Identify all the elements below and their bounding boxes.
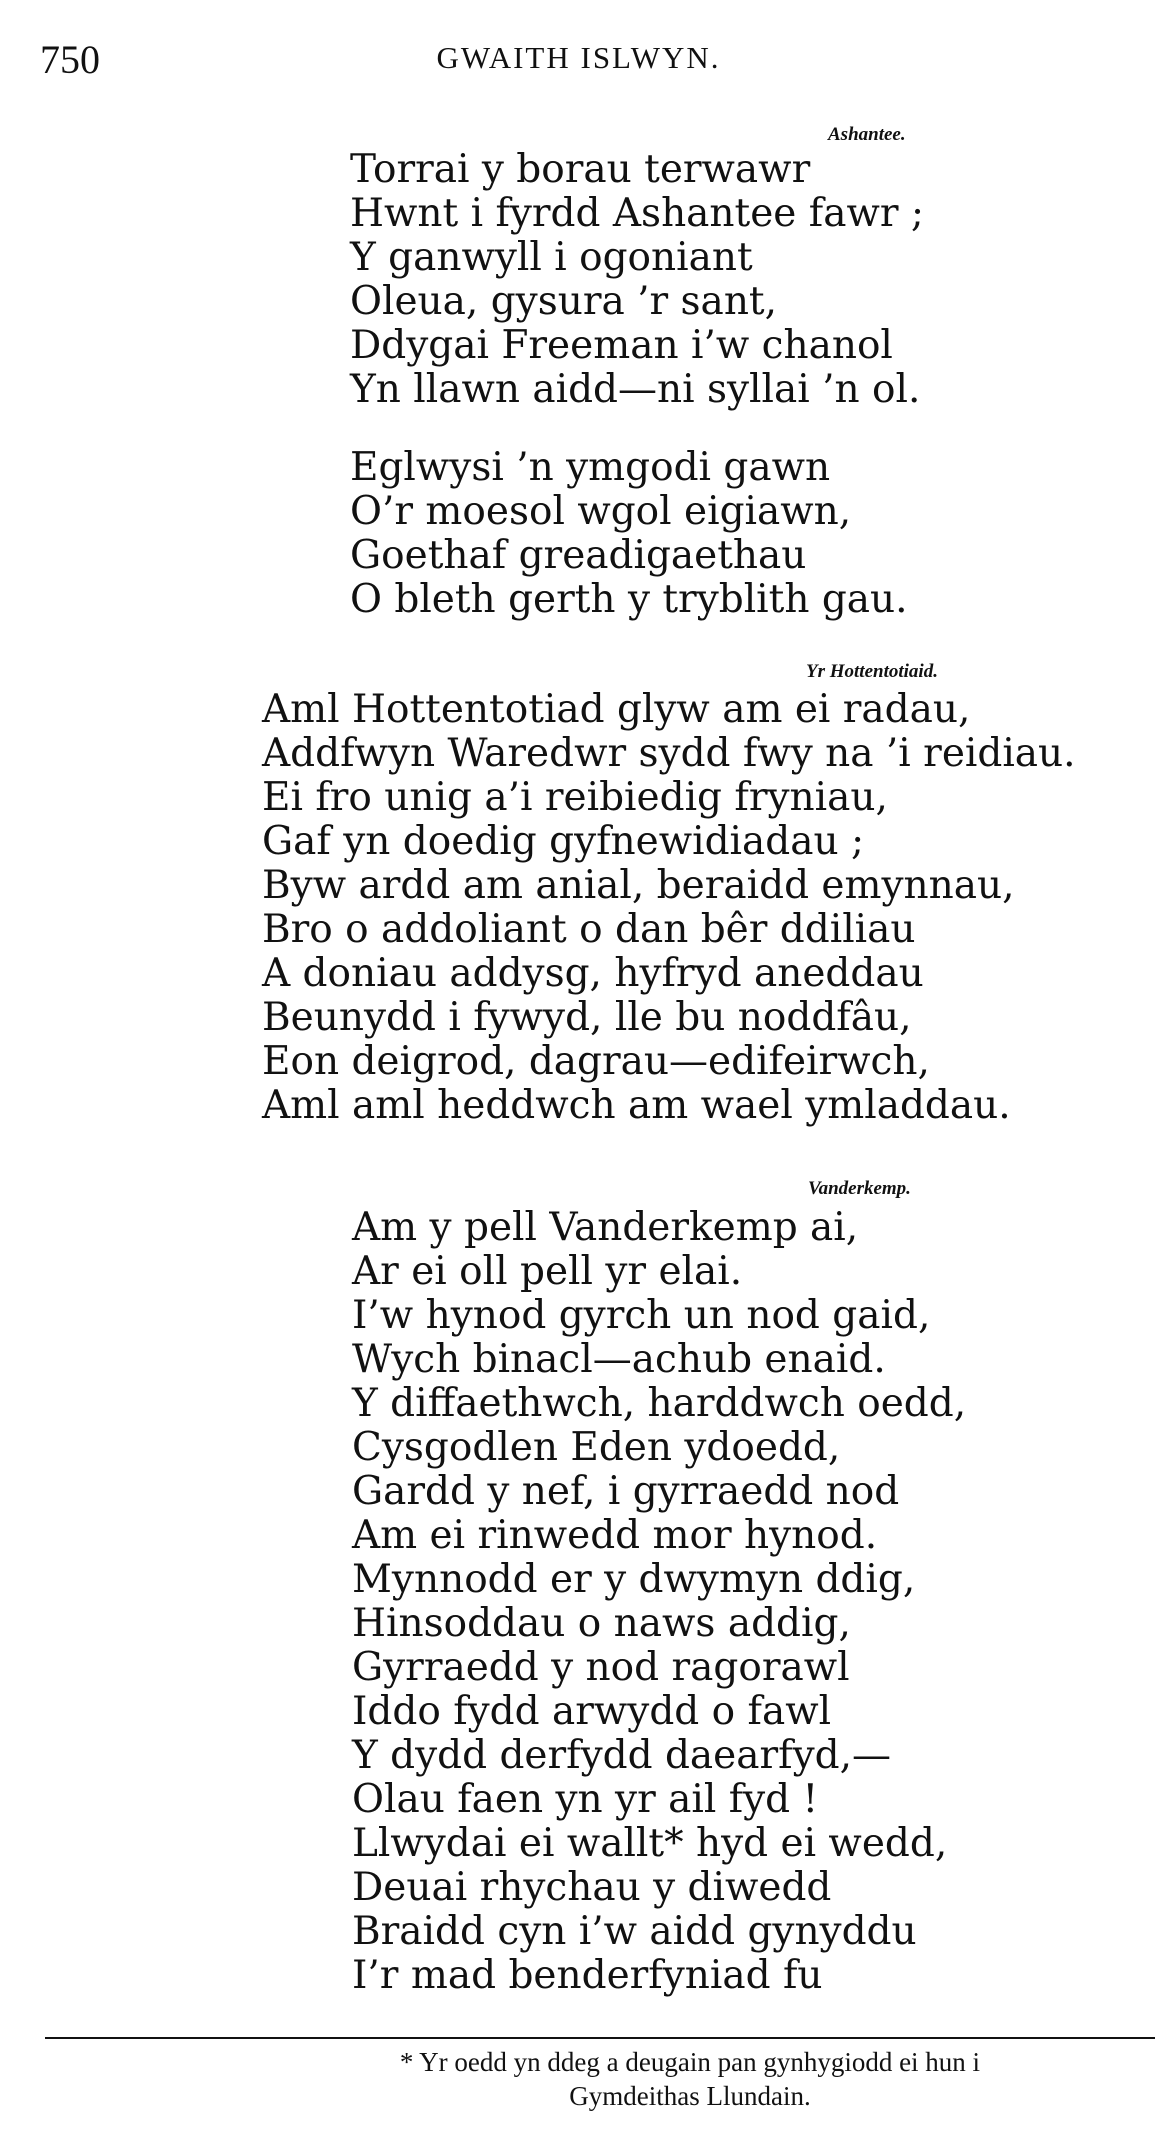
running-head: GWAITH ISLWYN. [436,40,721,75]
poem-line: Olau faen yn yr ail fyd ! [352,1777,819,1822]
poem-line: I’r mad benderfyniad fu [352,1953,823,1998]
poem-line: Y diffaethwch, harddwch oedd, [352,1381,967,1426]
poem-line: Llwydai ei wallt* hyd ei wedd, [352,1821,948,1866]
poem-line: Cysgodlen Eden ydoedd, [352,1425,841,1470]
poem-line: Ar ei oll pell yr elai. [352,1249,743,1294]
poem-line: Deuai rhychau y diwedd [352,1865,832,1910]
poem-line: Yn llawn aidd—ni syllai ’n ol. [350,367,921,412]
footnote-line: Gymdeithas Llundain. [569,2081,811,2111]
poem-line: Aml Hottentotiad glyw am ei radau, [262,687,971,732]
poem-line: Gardd y nef, i gyrraedd nod [352,1469,900,1514]
poem-line: Beunydd i fywyd, lle bu noddfâu, [262,995,912,1040]
footnote [240,2045,1140,2113]
poem-line: O bleth gerth y tryblith gau. [350,577,908,622]
poem-line: Bro o addoliant o dan bêr ddiliau [262,907,916,952]
stanza-vanderkemp [352,1206,966,1998]
poem-line: Eglwysi ’n ymgodi gawn [350,445,831,490]
poem-line: Y dydd derfydd daearfyd,— [352,1733,891,1778]
poem-line: Torrai y borau terwawr [350,147,811,192]
poem-line: Am y pell Vanderkemp ai, [352,1205,859,1250]
poem-line: Gaf yn doedig gyfnewidiadau ; [262,819,865,864]
poem-line: Mynnodd er y dwymyn ddig, [352,1557,916,1602]
stanza-ashantee-2 [350,446,908,622]
section-heading-ashantee: Ashantee. [828,124,906,145]
poem-line: Ei fro unig a’i reibiedig fryniau, [262,775,888,820]
poem-line: Goethaf greadigaethau [350,533,807,578]
poem-line: Gyrraedd y nod ragorawl [352,1645,850,1690]
page-number: 750 [40,37,100,82]
poem-line: I’w hynod gyrch un nod gaid, [352,1293,931,1338]
poem-line: Addfwyn Waredwr sydd fwy na ’i reidiau. [262,731,1076,776]
poem-line: Am ei rinwedd mor hynod. [352,1513,878,1558]
poem-line: Iddo fydd arwydd o fawl [352,1689,832,1734]
poem-line: Y ganwyll i ogoniant [350,235,753,280]
poem-line: Ddygai Freeman i’w chanol [350,323,893,368]
poem-line: Wych binacl—achub enaid. [352,1337,886,1382]
poem-line: Braidd cyn i’w aidd gynyddu [352,1909,917,1954]
poem-line: Hinsoddau o naws addig, [352,1601,851,1646]
poem-line: Aml aml heddwch am wael ymladdau. [262,1083,1011,1128]
section-heading-vanderkemp: Vanderkemp. [808,1178,911,1199]
poem-line: Byw ardd am anial, beraidd emynnau, [262,863,1015,908]
poem-line: Eon deigrod, dagrau—edifeirwch, [262,1039,930,1084]
stanza-ashantee-1 [350,148,924,412]
poem-line: Oleua, gysura ’r sant, [350,279,778,324]
poem-line: Hwnt i fyrdd Ashantee fawr ; [350,191,925,236]
section-heading-hottentotiaid: Yr Hottentotiaid. [806,661,938,682]
stanza-hottentotiaid [262,688,1076,1128]
poem-line: A doniau addysg, hyfryd aneddau [262,951,924,996]
footnote-rule [45,2037,1155,2039]
poem-line: O’r moesol wgol eigiawn, [350,489,852,534]
footnote-line: * Yr oedd yn ddeg a deugain pan gynhygiodd ei hun i [399,2047,981,2077]
